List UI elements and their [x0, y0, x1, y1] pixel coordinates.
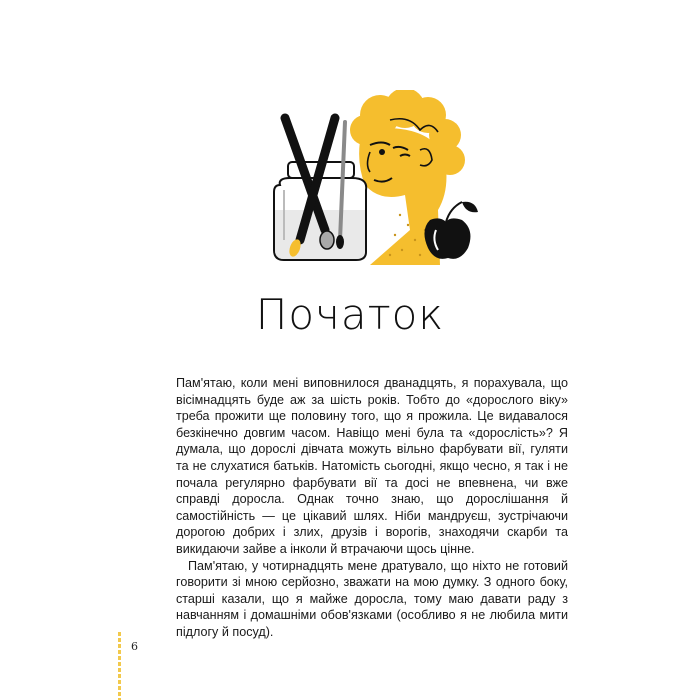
illustration-svg: [270, 90, 495, 270]
chapter-illustration: [270, 90, 495, 270]
page-number: 6: [131, 640, 138, 653]
paragraph-1: Пам'ятаю, коли мені виповнилося дванадцять, я порахувала, що вісімнадцять буде аж за шість років. Тобто до «дорослого віку» треба прожити ще половину того, що я прожила. Це видавалося безкінечно довгим часом. Навіщо мені була та «дорослість»? Я думала, що дорослі дівчата можуть вільно фарбувати вії, гуляти та не слухатися батьків. Натомість сьогодні, якщо чесно, я так і не почала регулярно фарбувати вії та досі не впевнена, чи вже справді доросла. Однак точно знаю, що дорослішання й самостійність — це цікавий шлях. Ніби мандруєш, зустрічаючи дорогою добрих і злих, друзів і ворогів, знаходячи скарби та викидаючи зайве а інколи й втрачаючи щось цінне.: [176, 376, 568, 556]
margin-decoration: [118, 632, 121, 700]
chapter-title: Початок: [255, 290, 445, 339]
body-text: [176, 375, 568, 641]
paragraph-2: Пам'ятаю, у чотирнадцять мене дратувало, що ніхто не готовий говорити зі мною серйозно, зважати на мою думку. З одного боку, старші казали, що я майже доросла, тому маю давати раду з навчанням і домашніми обов'язками (особливо я не любила мити підлогу й посуд).: [176, 558, 568, 639]
